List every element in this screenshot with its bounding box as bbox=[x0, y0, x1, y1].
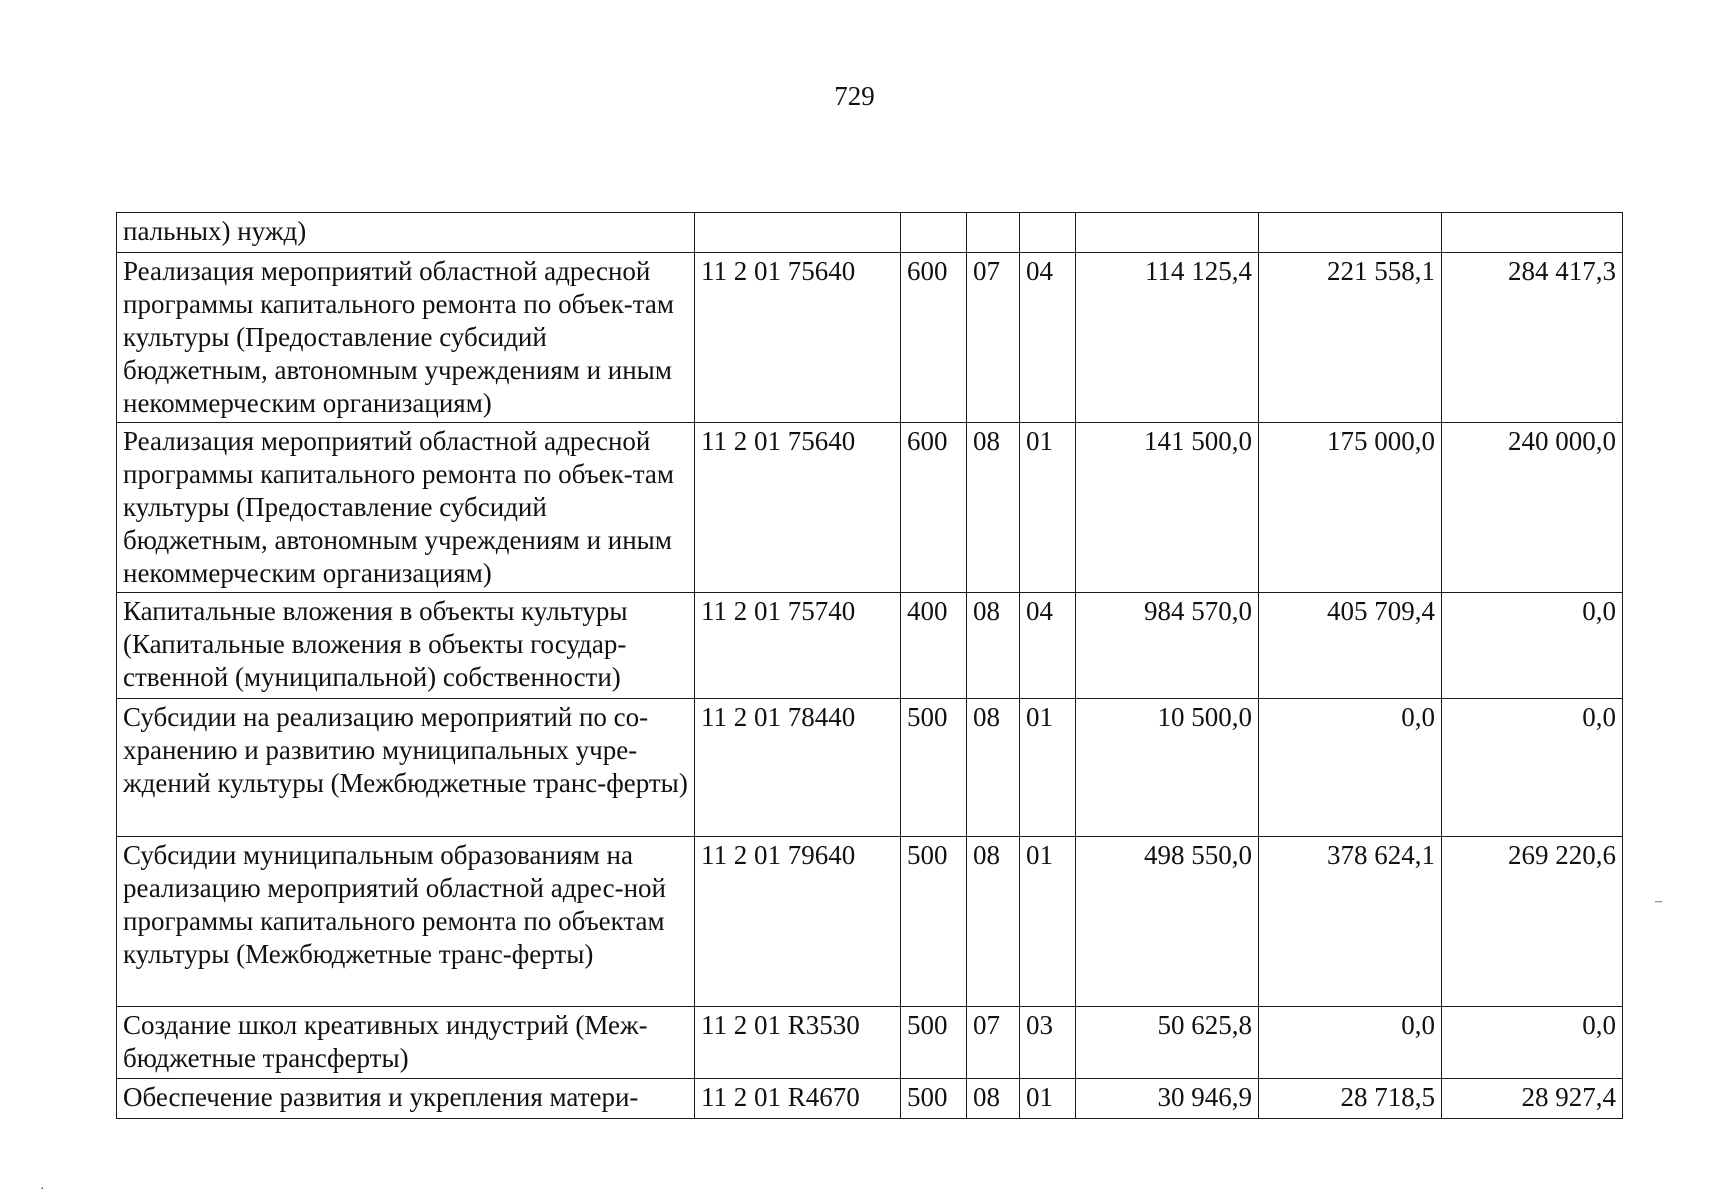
table-row bbox=[117, 1007, 1623, 1079]
section-cell: 08 bbox=[967, 837, 1020, 1007]
table-row bbox=[117, 837, 1623, 1007]
section-cell: 07 bbox=[967, 1007, 1020, 1079]
target-article-cell: 11 2 01 75640 bbox=[695, 423, 901, 593]
amount-cell: 269 220,6 bbox=[1442, 837, 1623, 1007]
section-cell bbox=[967, 213, 1020, 253]
item-name-cell: Субсидии на реализацию мероприятий по со-хранению и развитию муниципальных учре-ждений культуры (Межбюджетные транс-ферты) bbox=[117, 699, 695, 837]
section-cell: 08 bbox=[967, 423, 1020, 593]
target-article-cell: 11 2 01 75740 bbox=[695, 593, 901, 699]
expense-type-cell: 600 bbox=[901, 253, 967, 423]
subsection-cell: 04 bbox=[1020, 593, 1076, 699]
page-number: 729 bbox=[834, 81, 875, 111]
subsection-cell: 01 bbox=[1020, 699, 1076, 837]
amount-cell: 0,0 bbox=[1442, 1007, 1623, 1079]
subsection-cell: 01 bbox=[1020, 837, 1076, 1007]
section-cell: 07 bbox=[967, 253, 1020, 423]
item-name-cell: Обеспечение развития и укрепления матери- bbox=[117, 1079, 695, 1119]
table-row bbox=[117, 213, 1623, 253]
subsection-cell bbox=[1020, 213, 1076, 253]
section-cell: 08 bbox=[967, 699, 1020, 837]
table-row bbox=[117, 1079, 1623, 1119]
target-article-cell: 11 2 01 75640 bbox=[695, 253, 901, 423]
amount-cell bbox=[1442, 213, 1623, 253]
expense-type-cell: 500 bbox=[901, 837, 967, 1007]
amount-cell: 30 946,9 bbox=[1076, 1079, 1259, 1119]
amount-cell: 50 625,8 bbox=[1076, 1007, 1259, 1079]
item-name-cell: Создание школ креативных индустрий (Меж-бюджетные трансферты) bbox=[117, 1007, 695, 1079]
amount-cell: 141 500,0 bbox=[1076, 423, 1259, 593]
amount-cell: 0,0 bbox=[1442, 593, 1623, 699]
expense-type-cell bbox=[901, 213, 967, 253]
subsection-cell: 03 bbox=[1020, 1007, 1076, 1079]
item-name-cell: пальных) нужд) bbox=[117, 213, 695, 253]
section-cell: 08 bbox=[967, 1079, 1020, 1119]
table-row bbox=[117, 699, 1623, 837]
amount-cell bbox=[1076, 213, 1259, 253]
table-row bbox=[117, 593, 1623, 699]
table-row bbox=[117, 423, 1623, 593]
item-name-cell: Реализация мероприятий областной адресной программы капитального ремонта по объек-там культуры (Предоставление субсидий бюджетным, автономным учреждениям и иным некоммерческим организациям) bbox=[117, 423, 695, 593]
amount-cell: 114 125,4 bbox=[1076, 253, 1259, 423]
item-name-cell: Реализация мероприятий областной адресной программы капитального ремонта по объек-там культуры (Предоставление субсидий бюджетным, автономным учреждениям и иным некоммерческим организациям) bbox=[117, 253, 695, 423]
expense-type-cell: 500 bbox=[901, 699, 967, 837]
amount-cell: 0,0 bbox=[1259, 699, 1442, 837]
amount-cell: 0,0 bbox=[1442, 699, 1623, 837]
scan-speck: · bbox=[40, 1182, 45, 1197]
amount-cell: 175 000,0 bbox=[1259, 423, 1442, 593]
section-cell: 08 bbox=[967, 593, 1020, 699]
scan-speck: – bbox=[1655, 894, 1662, 909]
amount-cell: 28 718,5 bbox=[1259, 1079, 1442, 1119]
amount-cell bbox=[1259, 213, 1442, 253]
target-article-cell: 11 2 01 R4670 bbox=[695, 1079, 901, 1119]
target-article-cell: 11 2 01 79640 bbox=[695, 837, 901, 1007]
amount-cell: 284 417,3 bbox=[1442, 253, 1623, 423]
amount-cell: 378 624,1 bbox=[1259, 837, 1442, 1007]
amount-cell: 240 000,0 bbox=[1442, 423, 1623, 593]
amount-cell: 498 550,0 bbox=[1076, 837, 1259, 1007]
subsection-cell: 04 bbox=[1020, 253, 1076, 423]
expense-type-cell: 400 bbox=[901, 593, 967, 699]
target-article-cell: 11 2 01 R3530 bbox=[695, 1007, 901, 1079]
table-row bbox=[117, 253, 1623, 423]
amount-cell: 10 500,0 bbox=[1076, 699, 1259, 837]
budget-table bbox=[116, 212, 1623, 1119]
amount-cell: 984 570,0 bbox=[1076, 593, 1259, 699]
expense-type-cell: 500 bbox=[901, 1007, 967, 1079]
expense-type-cell: 600 bbox=[901, 423, 967, 593]
amount-cell: 0,0 bbox=[1259, 1007, 1442, 1079]
subsection-cell: 01 bbox=[1020, 423, 1076, 593]
amount-cell: 405 709,4 bbox=[1259, 593, 1442, 699]
expense-type-cell: 500 bbox=[901, 1079, 967, 1119]
item-name-cell: Капитальные вложения в объекты культуры (Капитальные вложения в объекты государ-ственной (муниципальной) собственности) bbox=[117, 593, 695, 699]
subsection-cell: 01 bbox=[1020, 1079, 1076, 1119]
target-article-cell: 11 2 01 78440 bbox=[695, 699, 901, 837]
target-article-cell bbox=[695, 213, 901, 253]
amount-cell: 28 927,4 bbox=[1442, 1079, 1623, 1119]
item-name-cell: Субсидии муниципальным образованиям на реализацию мероприятий областной адрес-ной программы капитального ремонта по объектам культуры (Межбюджетные транс-ферты) bbox=[117, 837, 695, 1007]
amount-cell: 221 558,1 bbox=[1259, 253, 1442, 423]
